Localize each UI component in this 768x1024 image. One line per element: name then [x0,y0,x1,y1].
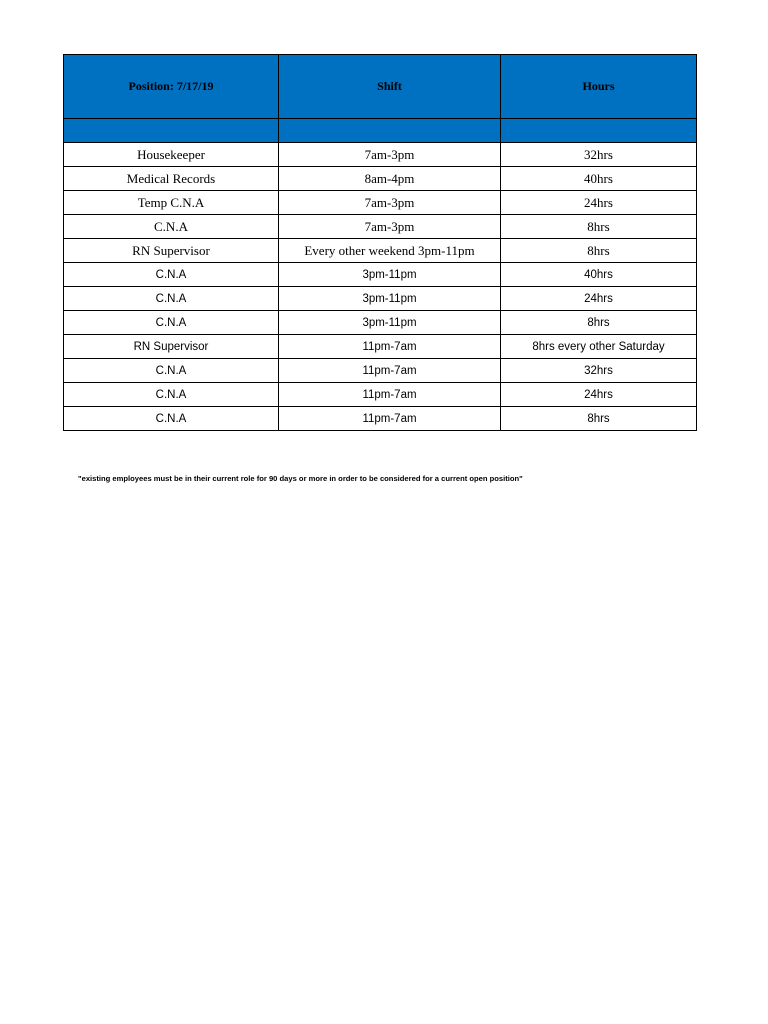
shift-cell: 7am-3pm [279,143,501,167]
position-cell: Temp C.N.A [64,191,279,215]
header-band-row [64,119,697,143]
table-row [64,407,697,431]
table-row [64,335,697,359]
shift-cell: 3pm-11pm [279,287,501,311]
table-row [64,239,697,263]
table-row [64,287,697,311]
position-cell: C.N.A [64,311,279,335]
shift-cell: 8am-4pm [279,167,501,191]
shift-cell: 11pm-7am [279,335,501,359]
shift-cell: 11pm-7am [279,407,501,431]
position-cell: C.N.A [64,263,279,287]
hours-cell: 24hrs [501,287,697,311]
table-row [64,359,697,383]
table-row [64,167,697,191]
position-cell: C.N.A [64,407,279,431]
hours-cell: 8hrs [501,311,697,335]
hours-cell: 32hrs [501,143,697,167]
table-row [64,191,697,215]
hours-cell: 8hrs [501,407,697,431]
position-cell: C.N.A [64,383,279,407]
shift-cell: 7am-3pm [279,191,501,215]
hours-cell: 24hrs [501,191,697,215]
shift-cell: 11pm-7am [279,359,501,383]
position-cell: C.N.A [64,287,279,311]
hours-column-header: Hours [501,55,697,119]
table-row [64,311,697,335]
hours-cell: 8hrs [501,215,697,239]
position-cell: C.N.A [64,359,279,383]
header-band-cell [279,119,501,143]
position-cell: C.N.A [64,215,279,239]
open-positions-table [63,54,697,431]
hours-cell: 8hrs every other Saturday [501,335,697,359]
table-header-row [64,55,697,119]
hours-cell: 40hrs [501,167,697,191]
hours-cell: 32hrs [501,359,697,383]
position-cell: RN Supervisor [64,239,279,263]
header-band-cell [64,119,279,143]
position-cell: RN Supervisor [64,335,279,359]
hours-cell: 8hrs [501,239,697,263]
shift-cell: 11pm-7am [279,383,501,407]
shift-cell: 7am-3pm [279,215,501,239]
eligibility-footnote: "existing employees must be in their current role for 90 days or more in order to be considered for a current open position" [78,474,523,483]
position-column-header: Position: 7/17/19 [64,55,279,119]
shift-cell: 3pm-11pm [279,311,501,335]
table-row [64,383,697,407]
table-row [64,143,697,167]
hours-cell: 40hrs [501,263,697,287]
position-cell: Housekeeper [64,143,279,167]
header-band-cell [501,119,697,143]
table-row [64,263,697,287]
shift-cell: 3pm-11pm [279,263,501,287]
shift-column-header: Shift [279,55,501,119]
position-cell: Medical Records [64,167,279,191]
hours-cell: 24hrs [501,383,697,407]
shift-cell: Every other weekend 3pm-11pm [279,239,501,263]
table-row [64,215,697,239]
